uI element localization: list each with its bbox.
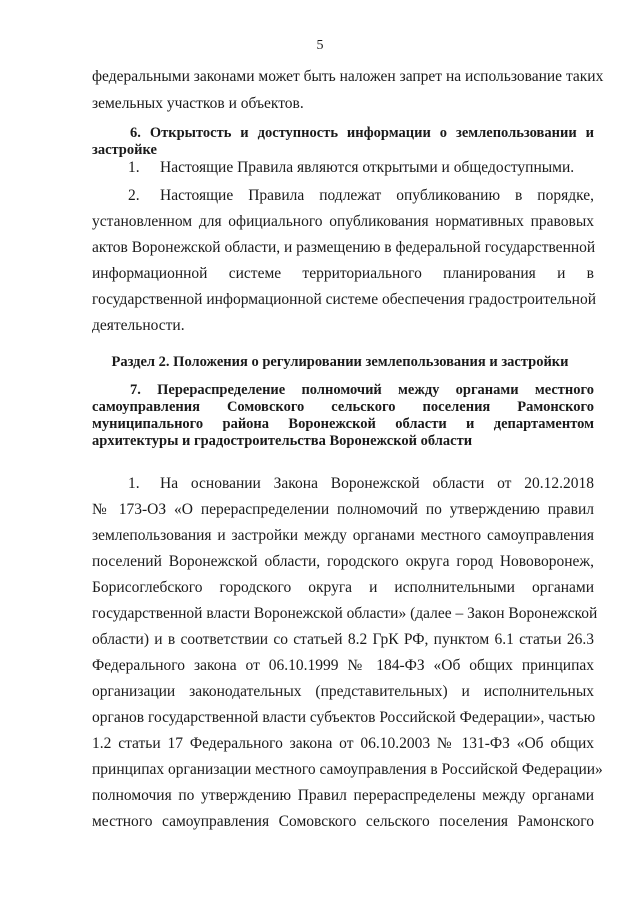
item-text: Настоящие Правила являются открытыми и общедоступными.: [160, 159, 575, 176]
heading-7-line-4: архитектуры и градостроительства Воронежской области: [92, 433, 473, 449]
text-line: № 173-ОЗ «О перераспределении полномочий по утверждению правил: [92, 501, 594, 518]
text-line: области) и в соответствии со статьей 8.2 ГрК РФ, пунктом 6.1 статьи 26.3: [92, 631, 594, 648]
text-line: информационной системе территориального планирования и в: [92, 265, 594, 282]
text-line: Борисоглебского городского округа и исполнительными органами: [92, 579, 594, 596]
text-line: деятельности.: [92, 317, 185, 334]
item-text: На основании Закона Воронежской области от 20.12.2018: [160, 475, 594, 492]
item-number: 1.: [128, 475, 140, 492]
list-item-1: [128, 156, 594, 180]
heading-7-line-1: 7. Перераспределение полномочий между органами местного: [130, 382, 594, 398]
text-line: поселений Воронежской области, городского округа город Нововоронеж,: [92, 553, 594, 570]
item-text: Настоящие Правила подлежат опубликованию в порядке,: [160, 187, 594, 204]
heading-7-line-3: муниципального района Воронежской области и департаментом: [92, 416, 594, 432]
text-line: актов Воронежской области, и размещению в федеральной государственной: [92, 239, 596, 256]
text-line: федеральными законами может быть наложен запрет на использование таких: [92, 68, 604, 85]
text-line: земельных участков и объектов.: [92, 95, 304, 112]
text-line: полномочия по утверждению Правил перераспределены между органами: [92, 787, 594, 804]
text-line: организации законодательных (представительных) и исполнительных: [92, 683, 594, 700]
text-line: местного самоуправления Сомовского сельского поселения Рамонского: [92, 813, 594, 830]
text-line: принципах организации местного самоуправления в Российской Федерации»: [92, 761, 603, 778]
text-line: землепользования и застройки между органами местного самоуправления: [92, 527, 594, 544]
section-2-title: Раздел 2. Положения о регулировании землепользования и застройки: [111, 354, 569, 370]
list-item-2-line-1: [128, 184, 594, 208]
text-line: государственной информационной системе обеспечения градостроительной: [92, 291, 597, 308]
list-item-7-1-line-1: [128, 472, 594, 496]
text-line: установленном для официального опубликования нормативных правовых: [92, 213, 594, 230]
text-line: Федерального закона от 06.10.1999 № 184-ФЗ «Об общих принципах: [92, 657, 594, 674]
heading-7-line-2: самоуправления Сомовского сельского поселения Рамонского: [92, 399, 594, 415]
item-number: 2.: [128, 187, 140, 204]
text-line: государственной власти Воронежской области» (далее – Закон Воронежской: [92, 605, 598, 622]
heading-6-line-1: 6. Открытость и доступность информации о землепользовании и: [130, 125, 594, 141]
text-line: 1.2 статьи 17 Федерального закона от 06.10.2003 № 131-ФЗ «Об общих: [92, 735, 594, 752]
item-number: 1.: [128, 159, 140, 176]
heading-6-line-2: застройке: [92, 142, 157, 158]
page-number: 5: [316, 38, 324, 53]
text-line: органов государственной власти субъектов Российской Федерации», частью: [92, 709, 596, 726]
